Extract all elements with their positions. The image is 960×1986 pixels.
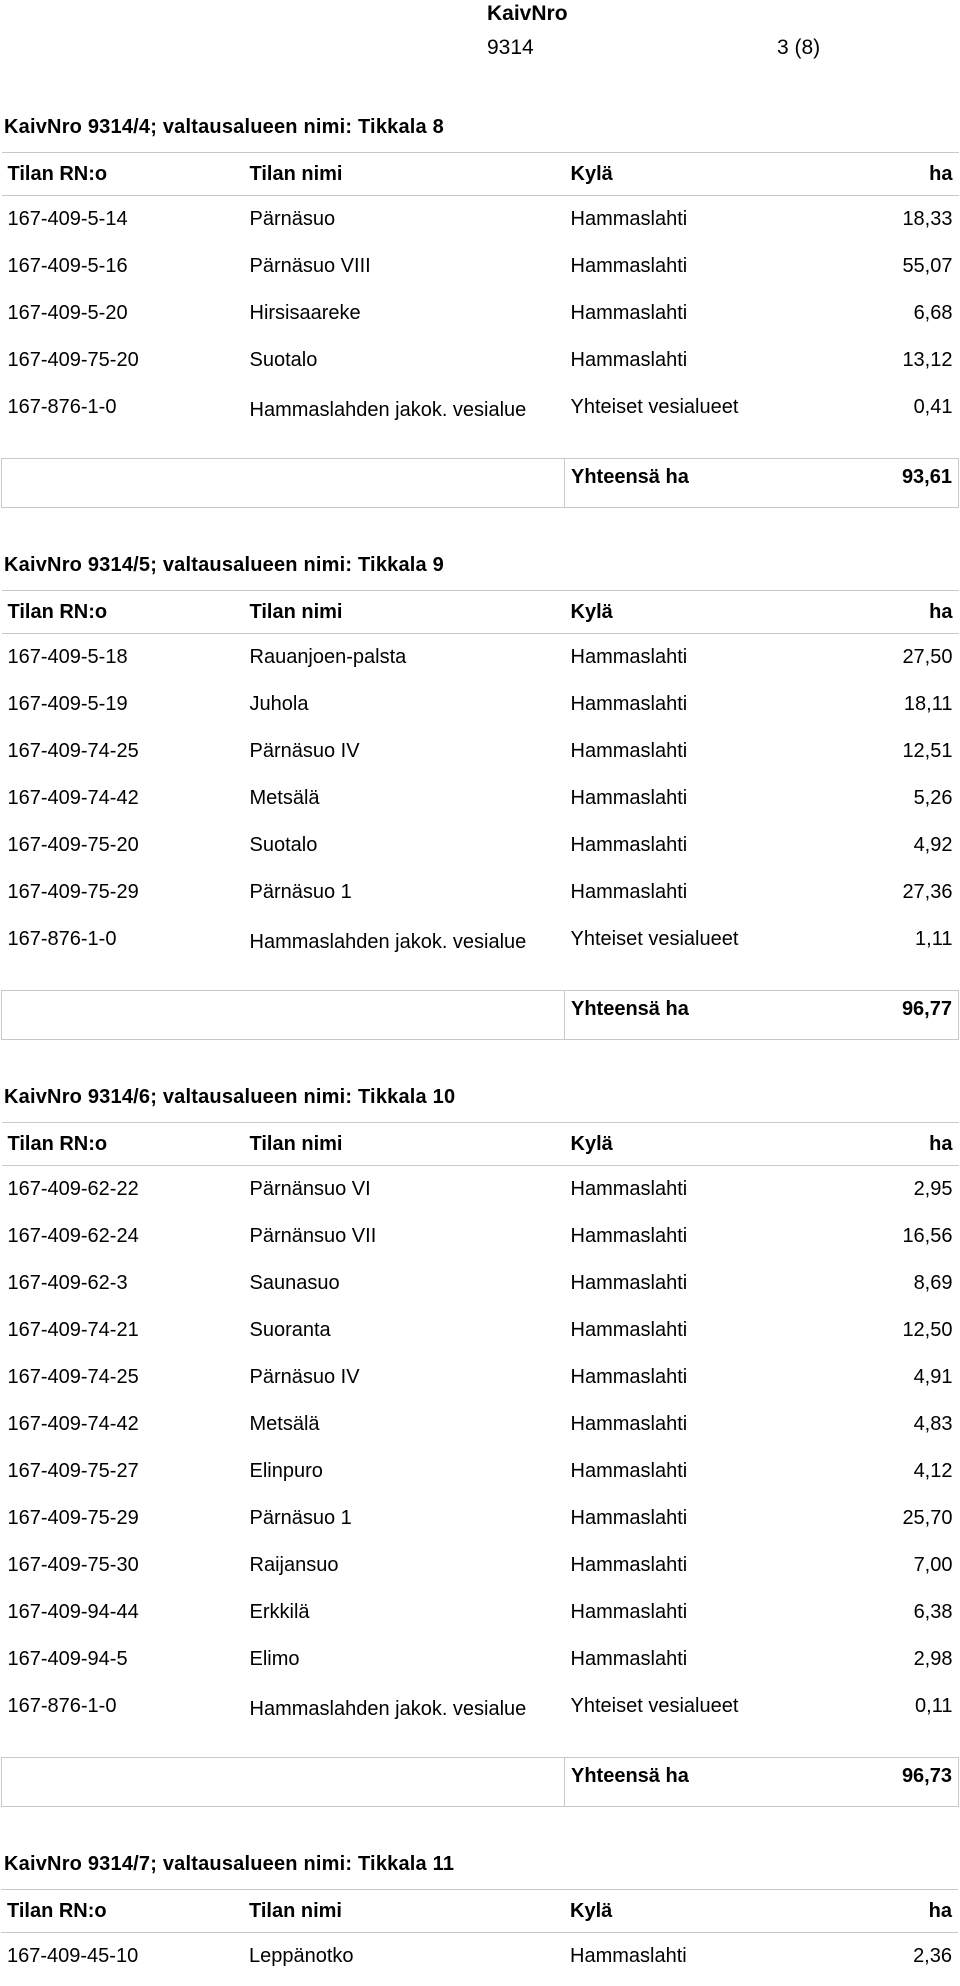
cell-name: Hammaslahden jakok. vesialue (249, 931, 527, 953)
cell-name: Rauanjoen-palsta (249, 646, 407, 668)
total-value: 93,61 (810, 459, 959, 508)
cell-name: Pärnäsuo IV (249, 740, 360, 762)
property-table (1, 152, 959, 508)
header-rn: Tilan RN:o (2, 1123, 244, 1166)
cell-village: Hammaslahti (570, 1413, 688, 1435)
property-table (1, 590, 959, 1040)
cell-village: Hammaslahti (570, 1366, 688, 1388)
cell-rn: 167-409-75-20 (7, 349, 139, 371)
total-row (2, 1758, 959, 1807)
total-blank (2, 991, 565, 1040)
cell-ha: 0,41 (913, 396, 953, 418)
cell-name: Pärnäsuo VIII (249, 255, 371, 277)
sections-container (0, 112, 960, 1986)
document-number: 9314 (487, 36, 534, 59)
table-row (2, 1548, 959, 1595)
table-row (2, 249, 959, 296)
cell-name: Suotalo (249, 834, 318, 856)
cell-village: Hammaslahti (570, 1945, 687, 1967)
cell-village: Hammaslahti (570, 740, 688, 762)
cell-ha: 12,51 (902, 740, 953, 762)
table-row (2, 687, 959, 734)
header-ha: ha (810, 591, 959, 634)
table-row (2, 1595, 959, 1642)
cell-village: Hammaslahti (570, 1460, 688, 1482)
header-ha: ha (810, 153, 959, 196)
cell-rn: 167-409-75-29 (7, 881, 139, 903)
total-blank (2, 1758, 565, 1807)
cell-rn: 167-409-75-27 (7, 1460, 139, 1482)
cell-rn: 167-409-74-25 (7, 740, 139, 762)
header-name: Tilan nimi (243, 1890, 564, 1933)
table-row (2, 828, 959, 875)
cell-rn: 167-409-94-5 (7, 1648, 128, 1670)
header-village: Kylä (564, 1890, 809, 1933)
header-village: Kylä (565, 591, 810, 634)
table-row (2, 1219, 959, 1266)
cell-ha: 4,12 (913, 1460, 953, 1482)
cell-village: Hammaslahti (570, 787, 688, 809)
cell-ha: 27,36 (902, 881, 953, 903)
cell-village: Hammaslahti (570, 1272, 688, 1294)
cell-ha: 12,50 (902, 1319, 953, 1341)
table-row (2, 296, 959, 343)
section-spacer (0, 508, 960, 550)
cell-village: Hammaslahti (570, 1648, 688, 1670)
cell-ha: 4,83 (913, 1413, 953, 1435)
cell-name: Suotalo (249, 349, 318, 371)
total-row (2, 459, 959, 508)
section-spacer (0, 1807, 960, 1849)
cell-village: Hammaslahti (570, 1178, 688, 1200)
cell-village: Hammaslahti (570, 693, 688, 715)
cell-village: Hammaslahti (570, 1507, 688, 1529)
cell-village: Hammaslahti (570, 1601, 688, 1623)
cell-rn: 167-409-62-22 (7, 1178, 139, 1200)
cell-village: Hammaslahti (570, 834, 688, 856)
total-value: 96,73 (810, 1758, 959, 1807)
table-row (2, 1360, 959, 1407)
cell-ha: 1,11 (915, 928, 953, 950)
section-title: KaivNro 9314/7; valtausalueen nimi: Tikkala 11 (4, 1853, 455, 1875)
section-gap (0, 142, 960, 152)
cell-name: Suoranta (249, 1319, 331, 1341)
cell-rn: 167-409-5-18 (7, 646, 128, 668)
table-row (2, 1454, 959, 1501)
cell-name: Leppänotko (249, 1945, 354, 1967)
cell-name: Elinpuro (249, 1460, 323, 1482)
header-rn: Tilan RN:o (2, 153, 244, 196)
table-row (2, 734, 959, 781)
cell-ha: 6,38 (913, 1601, 953, 1623)
section-gap (0, 1879, 960, 1889)
cell-village: Hammaslahti (570, 255, 688, 277)
table-row (2, 922, 959, 991)
table-header-row (2, 153, 959, 196)
page-header (0, 0, 960, 70)
document-title: KaivNro (487, 2, 568, 25)
cell-rn: 167-409-74-21 (7, 1319, 139, 1341)
cell-ha: 27,50 (902, 646, 953, 668)
table-row (2, 1689, 959, 1758)
cell-village: Hammaslahti (570, 302, 688, 324)
total-blank (2, 459, 565, 508)
cell-name: Juhola (249, 693, 309, 715)
cell-name: Metsälä (249, 787, 320, 809)
cell-village: Hammaslahti (570, 646, 688, 668)
total-row (2, 991, 959, 1040)
cell-rn: 167-409-5-14 (7, 208, 128, 230)
cell-village: Hammaslahti (570, 349, 688, 371)
section-gap (0, 580, 960, 590)
cell-rn: 167-409-74-42 (7, 787, 139, 809)
cell-name: Metsälä (249, 1413, 320, 1435)
cell-ha: 8,69 (913, 1272, 953, 1294)
cell-name: Hammaslahden jakok. vesialue (249, 1698, 527, 1720)
cell-rn: 167-409-75-20 (7, 834, 139, 856)
property-table (1, 1122, 959, 1807)
cell-name: Pärnäsuo 1 (249, 1507, 352, 1529)
header-rn: Tilan RN:o (1, 1890, 243, 1933)
cell-rn: 167-409-74-42 (7, 1413, 139, 1435)
cell-name: Pärnäsuo 1 (249, 881, 352, 903)
header-name: Tilan nimi (244, 1123, 565, 1166)
cell-rn: 167-409-62-3 (7, 1272, 128, 1294)
table-row (2, 875, 959, 922)
table-row (2, 1266, 959, 1313)
cell-rn: 167-409-75-30 (7, 1554, 139, 1576)
cell-rn: 167-409-75-29 (7, 1507, 139, 1529)
table-row (2, 781, 959, 828)
section-spacer (0, 1040, 960, 1082)
table-row (2, 640, 959, 687)
cell-rn: 167-876-1-0 (7, 928, 117, 950)
cell-name: Hammaslahden jakok. vesialue (249, 399, 527, 421)
cell-rn: 167-409-5-16 (7, 255, 128, 277)
cell-village: Hammaslahti (570, 1554, 688, 1576)
cell-rn: 167-876-1-0 (7, 1695, 117, 1717)
cell-village: Hammaslahti (570, 1225, 688, 1247)
cell-ha: 0,11 (915, 1695, 953, 1717)
cell-village: Hammaslahti (570, 1319, 688, 1341)
cell-name: Elimo (249, 1648, 300, 1670)
header-village: Kylä (565, 153, 810, 196)
cell-rn: 167-876-1-0 (7, 396, 117, 418)
cell-ha: 18,11 (903, 693, 953, 715)
header-rn: Tilan RN:o (2, 591, 244, 634)
cell-name: Pärnänsuo VII (249, 1225, 377, 1247)
total-label: Yhteensä ha (565, 1758, 810, 1807)
cell-rn: 167-409-5-19 (7, 693, 128, 715)
table-row (2, 390, 959, 459)
table-row (2, 343, 959, 390)
header-name: Tilan nimi (244, 153, 565, 196)
section-title: KaivNro 9314/4; valtausalueen nimi: Tikkala 8 (4, 116, 444, 138)
cell-ha: 7,00 (913, 1554, 953, 1576)
table-header-row (1, 1890, 958, 1933)
total-label: Yhteensä ha (565, 991, 810, 1040)
cell-ha: 2,36 (913, 1945, 952, 1967)
table-row (2, 1172, 959, 1219)
section-title: KaivNro 9314/6; valtausalueen nimi: Tikkala 10 (4, 1086, 456, 1108)
header-ha: ha (810, 1123, 959, 1166)
cell-ha: 18,33 (902, 208, 953, 230)
cell-ha: 5,26 (913, 787, 953, 809)
header-village: Kylä (565, 1123, 810, 1166)
section-gap (0, 1112, 960, 1122)
cell-ha: 2,98 (913, 1648, 953, 1670)
cell-village: Hammaslahti (570, 208, 688, 230)
cell-ha: 4,91 (913, 1366, 953, 1388)
cell-name: Erkkilä (249, 1601, 310, 1623)
table-row (2, 202, 959, 249)
cell-name: Pärnäsuo (249, 208, 336, 230)
total-value: 96,77 (810, 991, 959, 1040)
cell-name: Pärnänsuo VI (249, 1178, 371, 1200)
cell-rn: 167-409-5-20 (7, 302, 128, 324)
cell-rn: 167-409-62-24 (7, 1225, 139, 1247)
cell-name: Hirsisaareke (249, 302, 361, 324)
section-title: KaivNro 9314/5; valtausalueen nimi: Tikkala 9 (4, 554, 444, 576)
table-header-row (2, 591, 959, 634)
total-label: Yhteensä ha (565, 459, 810, 508)
table-header-row (2, 1123, 959, 1166)
table-row (2, 1642, 959, 1689)
cell-name: Raijansuo (249, 1554, 339, 1576)
cell-ha: 13,12 (902, 349, 953, 371)
property-table (1, 1889, 958, 1986)
cell-rn: 167-409-74-25 (7, 1366, 139, 1388)
table-row (2, 1407, 959, 1454)
cell-village: Hammaslahti (570, 881, 688, 903)
cell-village: Yhteiset vesialueet (570, 396, 739, 418)
cell-name: Saunasuo (249, 1272, 340, 1294)
page-indicator: 3 (8) (777, 36, 821, 59)
cell-ha: 4,92 (913, 834, 953, 856)
cell-ha: 2,95 (913, 1178, 953, 1200)
cell-ha: 55,07 (902, 255, 953, 277)
table-row (1, 1939, 958, 1986)
cell-name: Pärnäsuo IV (249, 1366, 360, 1388)
table-row (2, 1501, 959, 1548)
cell-ha: 6,68 (913, 302, 953, 324)
cell-village: Yhteiset vesialueet (570, 928, 739, 950)
header-name: Tilan nimi (244, 591, 565, 634)
cell-ha: 16,56 (902, 1225, 953, 1247)
header-ha: ha (809, 1890, 958, 1933)
cell-rn: 167-409-45-10 (7, 1945, 139, 1967)
table-row (2, 1313, 959, 1360)
cell-rn: 167-409-94-44 (7, 1601, 139, 1623)
cell-village: Yhteiset vesialueet (570, 1695, 739, 1717)
cell-ha: 25,70 (902, 1507, 953, 1529)
